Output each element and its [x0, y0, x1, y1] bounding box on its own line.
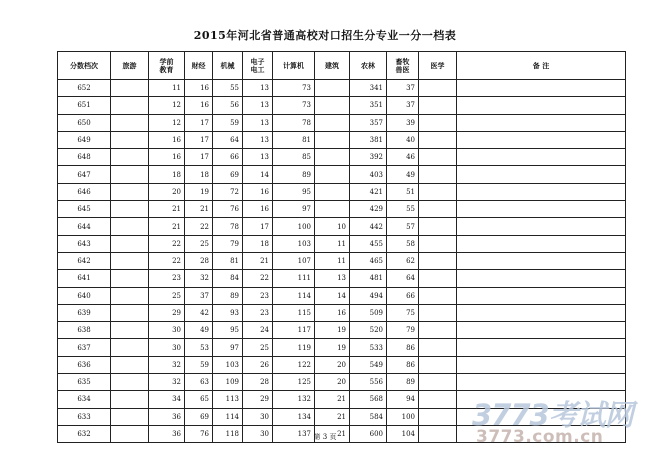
table-cell: 73 [273, 80, 315, 97]
table-cell: 13 [243, 131, 273, 148]
table-cell: 57 [387, 218, 419, 235]
table-cell [315, 183, 350, 200]
table-cell: 78 [213, 218, 243, 235]
table-cell: 66 [387, 287, 419, 304]
table-cell: 549 [350, 356, 387, 373]
table-cell: 62 [387, 252, 419, 269]
table-cell [457, 149, 626, 166]
table-cell [457, 183, 626, 200]
table-cell: 21 [149, 201, 185, 218]
table-cell [457, 218, 626, 235]
table-cell: 32 [185, 270, 213, 287]
table-cell: 520 [350, 322, 387, 339]
table-cell: 13 [243, 80, 273, 97]
table-cell: 22 [185, 218, 213, 235]
table-cell: 32 [149, 374, 185, 391]
table-cell: 86 [387, 356, 419, 373]
table-cell [111, 339, 149, 356]
score-cell: 635 [58, 374, 111, 391]
score-cell: 650 [58, 114, 111, 131]
table-cell: 64 [387, 270, 419, 287]
table-cell: 22 [243, 270, 273, 287]
table-cell: 16 [315, 304, 350, 321]
column-header: 旅游 [111, 52, 149, 80]
table-cell: 115 [273, 304, 315, 321]
table-cell: 13 [315, 270, 350, 287]
table-cell: 18 [243, 235, 273, 252]
table-cell: 114 [213, 408, 243, 425]
table-cell: 69 [185, 408, 213, 425]
score-cell: 632 [58, 425, 111, 442]
table-cell [111, 166, 149, 183]
table-cell: 134 [273, 408, 315, 425]
table-cell: 53 [185, 339, 213, 356]
table-cell: 103 [213, 356, 243, 373]
table-cell: 37 [387, 97, 419, 114]
table-row [58, 287, 626, 304]
score-cell: 645 [58, 201, 111, 218]
table-cell: 24 [243, 322, 273, 339]
table-cell: 455 [350, 235, 387, 252]
table-cell [419, 374, 457, 391]
table-cell: 21 [315, 391, 350, 408]
table-cell [419, 304, 457, 321]
table-body [58, 80, 626, 443]
score-cell: 647 [58, 166, 111, 183]
watermark-logo: 3773考试网 [472, 398, 633, 432]
table-cell: 125 [273, 374, 315, 391]
table-row [58, 218, 626, 235]
table-cell [419, 356, 457, 373]
table-cell: 28 [185, 252, 213, 269]
table-cell: 119 [273, 339, 315, 356]
table-cell [111, 201, 149, 218]
table-cell: 16 [243, 201, 273, 218]
table-cell: 11 [315, 235, 350, 252]
table-cell: 85 [273, 149, 315, 166]
table-cell: 51 [387, 183, 419, 200]
table-cell: 25 [185, 235, 213, 252]
table-cell: 12 [149, 97, 185, 114]
score-cell: 649 [58, 131, 111, 148]
table-cell: 21 [315, 425, 350, 442]
table-cell: 494 [350, 287, 387, 304]
table-cell [457, 131, 626, 148]
table-cell: 100 [387, 408, 419, 425]
table-cell [111, 391, 149, 408]
table-cell: 46 [387, 149, 419, 166]
table-cell [457, 270, 626, 287]
table-cell: 403 [350, 166, 387, 183]
table-cell [419, 322, 457, 339]
table-cell: 19 [315, 339, 350, 356]
table-cell: 30 [149, 339, 185, 356]
table-cell: 32 [149, 356, 185, 373]
table-cell [457, 287, 626, 304]
watermark-url: 3773.com.cn [476, 427, 604, 447]
score-cell: 648 [58, 149, 111, 166]
table-cell: 95 [273, 183, 315, 200]
table-cell: 113 [213, 391, 243, 408]
table-cell: 76 [185, 425, 213, 442]
table-cell: 13 [243, 114, 273, 131]
column-header: 财经 [185, 52, 213, 80]
table-cell: 23 [149, 270, 185, 287]
table-cell: 37 [387, 80, 419, 97]
table-cell [457, 252, 626, 269]
table-cell: 568 [350, 391, 387, 408]
table-cell [111, 374, 149, 391]
table-cell [419, 149, 457, 166]
table-cell [457, 322, 626, 339]
table-cell [111, 356, 149, 373]
table-cell: 16 [149, 149, 185, 166]
table-cell [111, 322, 149, 339]
table-cell [111, 114, 149, 131]
score-cell: 640 [58, 287, 111, 304]
column-header: 畜牧 兽医 [387, 52, 419, 80]
table-cell: 86 [387, 339, 419, 356]
table-cell: 11 [315, 252, 350, 269]
table-cell [419, 252, 457, 269]
table-cell [111, 270, 149, 287]
score-cell: 639 [58, 304, 111, 321]
score-cell: 646 [58, 183, 111, 200]
table-cell [419, 131, 457, 148]
table-cell: 104 [387, 425, 419, 442]
table-cell: 442 [350, 218, 387, 235]
table-cell: 20 [149, 183, 185, 200]
table-cell [315, 149, 350, 166]
table-cell: 58 [387, 235, 419, 252]
table-cell: 13 [243, 97, 273, 114]
table-cell: 122 [273, 356, 315, 373]
table-cell [111, 149, 149, 166]
table-cell: 28 [243, 374, 273, 391]
table-cell [457, 166, 626, 183]
table-row [58, 339, 626, 356]
table-cell [111, 287, 149, 304]
score-cell: 641 [58, 270, 111, 287]
table-cell [111, 183, 149, 200]
table-cell [457, 356, 626, 373]
table-cell: 14 [315, 287, 350, 304]
table-cell: 25 [243, 339, 273, 356]
table-cell [419, 287, 457, 304]
score-cell: 634 [58, 391, 111, 408]
page-number: 第 3 页 [313, 433, 337, 441]
table-cell: 357 [350, 114, 387, 131]
table-cell: 100 [273, 218, 315, 235]
table-cell: 111 [273, 270, 315, 287]
table-row [58, 235, 626, 252]
table-row [58, 374, 626, 391]
table-cell: 49 [387, 166, 419, 183]
table-cell: 29 [243, 391, 273, 408]
table-row [58, 131, 626, 148]
table-cell: 89 [273, 166, 315, 183]
table-cell: 13 [243, 149, 273, 166]
table-cell: 65 [185, 391, 213, 408]
table-cell: 392 [350, 149, 387, 166]
table-cell [457, 97, 626, 114]
table-cell: 351 [350, 97, 387, 114]
table-cell: 29 [149, 304, 185, 321]
table-cell: 16 [149, 131, 185, 148]
table-cell: 132 [273, 391, 315, 408]
column-header: 机械 [213, 52, 243, 80]
table-cell: 481 [350, 270, 387, 287]
table-cell: 30 [149, 322, 185, 339]
table-cell: 42 [185, 304, 213, 321]
table-cell: 20 [315, 374, 350, 391]
table-cell: 69 [213, 166, 243, 183]
table-cell: 37 [185, 287, 213, 304]
table-cell [315, 201, 350, 218]
table-row [58, 80, 626, 97]
score-cell: 642 [58, 252, 111, 269]
table-cell: 17 [185, 149, 213, 166]
table-cell: 79 [213, 235, 243, 252]
table-cell [315, 131, 350, 148]
table-cell: 89 [213, 287, 243, 304]
table-cell [419, 235, 457, 252]
table-cell: 17 [243, 218, 273, 235]
table-cell: 118 [213, 425, 243, 442]
score-cell: 643 [58, 235, 111, 252]
table-cell [315, 97, 350, 114]
table-cell: 584 [350, 408, 387, 425]
table-cell: 103 [273, 235, 315, 252]
table-cell: 341 [350, 80, 387, 97]
table-row [58, 270, 626, 287]
table-cell [111, 252, 149, 269]
table-cell: 34 [149, 391, 185, 408]
table-cell: 63 [185, 374, 213, 391]
table-cell: 84 [213, 270, 243, 287]
table-row [58, 356, 626, 373]
column-header: 电子 电工 [243, 52, 273, 80]
table-cell: 75 [387, 304, 419, 321]
table-cell: 30 [243, 408, 273, 425]
table-cell: 117 [273, 322, 315, 339]
score-cell: 638 [58, 322, 111, 339]
score-cell: 652 [58, 80, 111, 97]
table-cell [457, 304, 626, 321]
column-header: 医学 [419, 52, 457, 80]
table-cell: 21 [315, 408, 350, 425]
table-cell: 66 [213, 149, 243, 166]
table-row [58, 304, 626, 321]
table-cell: 59 [213, 114, 243, 131]
table-cell: 556 [350, 374, 387, 391]
table-cell: 16 [243, 183, 273, 200]
table-cell: 114 [273, 287, 315, 304]
table-cell: 55 [387, 201, 419, 218]
table-cell: 89 [387, 374, 419, 391]
table-cell: 40 [387, 131, 419, 148]
table-cell: 421 [350, 183, 387, 200]
table-cell: 36 [149, 408, 185, 425]
table-cell [419, 97, 457, 114]
table-cell: 76 [213, 201, 243, 218]
table-cell: 465 [350, 252, 387, 269]
table-cell: 72 [213, 183, 243, 200]
table-cell [419, 80, 457, 97]
table-cell [419, 201, 457, 218]
table-cell [457, 201, 626, 218]
table-cell [419, 218, 457, 235]
table-cell: 17 [185, 114, 213, 131]
score-cell: 644 [58, 218, 111, 235]
table-cell [111, 218, 149, 235]
table-cell: 22 [149, 235, 185, 252]
table-row [58, 322, 626, 339]
table-cell: 39 [387, 114, 419, 131]
table-cell: 12 [149, 114, 185, 131]
table-row [58, 97, 626, 114]
score-cell: 633 [58, 408, 111, 425]
column-header: 分数档次 [58, 52, 111, 80]
table-cell: 93 [213, 304, 243, 321]
table-row [58, 114, 626, 131]
table-cell: 21 [185, 201, 213, 218]
table-cell: 73 [273, 97, 315, 114]
column-header: 建筑 [315, 52, 350, 80]
table-cell [457, 235, 626, 252]
table-cell [111, 235, 149, 252]
table-cell: 49 [185, 322, 213, 339]
table-cell [457, 339, 626, 356]
table-cell [419, 270, 457, 287]
table-cell [315, 114, 350, 131]
column-header: 计算机 [273, 52, 315, 80]
table-cell: 19 [185, 183, 213, 200]
table-cell [419, 183, 457, 200]
table-cell: 381 [350, 131, 387, 148]
table-cell: 81 [213, 252, 243, 269]
table-cell: 36 [149, 425, 185, 442]
table-row [58, 201, 626, 218]
table-cell [457, 374, 626, 391]
table-cell: 23 [243, 287, 273, 304]
table-cell [419, 391, 457, 408]
table-cell: 26 [243, 356, 273, 373]
table-cell: 429 [350, 201, 387, 218]
table-row [58, 166, 626, 183]
table-row [58, 252, 626, 269]
table-cell: 78 [273, 114, 315, 131]
table-cell: 95 [213, 322, 243, 339]
table-cell: 94 [387, 391, 419, 408]
table-cell: 55 [213, 80, 243, 97]
table-cell: 64 [213, 131, 243, 148]
column-header: 备 注 [457, 52, 626, 80]
table-cell: 97 [273, 201, 315, 218]
table-cell: 509 [350, 304, 387, 321]
table-cell [111, 80, 149, 97]
table-cell: 16 [185, 80, 213, 97]
table-cell: 56 [213, 97, 243, 114]
table-cell [419, 339, 457, 356]
table-cell: 14 [243, 166, 273, 183]
table-cell: 18 [185, 166, 213, 183]
table-cell: 25 [149, 287, 185, 304]
table-cell [111, 408, 149, 425]
page-title: 2015年河北省普通高校对口招生分专业一分一档表 [193, 29, 457, 42]
table-cell [315, 80, 350, 97]
table-cell: 19 [315, 322, 350, 339]
column-header: 学前 教育 [149, 52, 185, 80]
table-row [58, 183, 626, 200]
table-cell [111, 97, 149, 114]
table-cell: 18 [149, 166, 185, 183]
header-row [58, 52, 626, 80]
score-cell: 651 [58, 97, 111, 114]
table-cell [315, 166, 350, 183]
table-cell [419, 114, 457, 131]
table-cell: 109 [213, 374, 243, 391]
table-cell: 107 [273, 252, 315, 269]
table-cell: 20 [315, 356, 350, 373]
table-cell: 30 [243, 425, 273, 442]
table-cell: 600 [350, 425, 387, 442]
table-cell: 59 [185, 356, 213, 373]
score-cell: 636 [58, 356, 111, 373]
table-cell: 21 [243, 252, 273, 269]
table-cell [419, 166, 457, 183]
table-cell [111, 304, 149, 321]
table-cell: 137 [273, 425, 315, 442]
table-cell: 16 [185, 97, 213, 114]
table-cell [419, 408, 457, 425]
table-cell [457, 80, 626, 97]
table-row [58, 149, 626, 166]
table-cell: 17 [185, 131, 213, 148]
score-cell: 637 [58, 339, 111, 356]
table-cell: 23 [243, 304, 273, 321]
table-cell: 11 [149, 80, 185, 97]
table-cell: 97 [213, 339, 243, 356]
table-cell [111, 131, 149, 148]
table-cell [457, 114, 626, 131]
table-cell: 81 [273, 131, 315, 148]
table-cell: 21 [149, 218, 185, 235]
table-cell: 22 [149, 252, 185, 269]
score-table [57, 51, 626, 443]
table-cell: 533 [350, 339, 387, 356]
table-cell: 79 [387, 322, 419, 339]
column-header: 农林 [350, 52, 387, 80]
table-cell: 10 [315, 218, 350, 235]
